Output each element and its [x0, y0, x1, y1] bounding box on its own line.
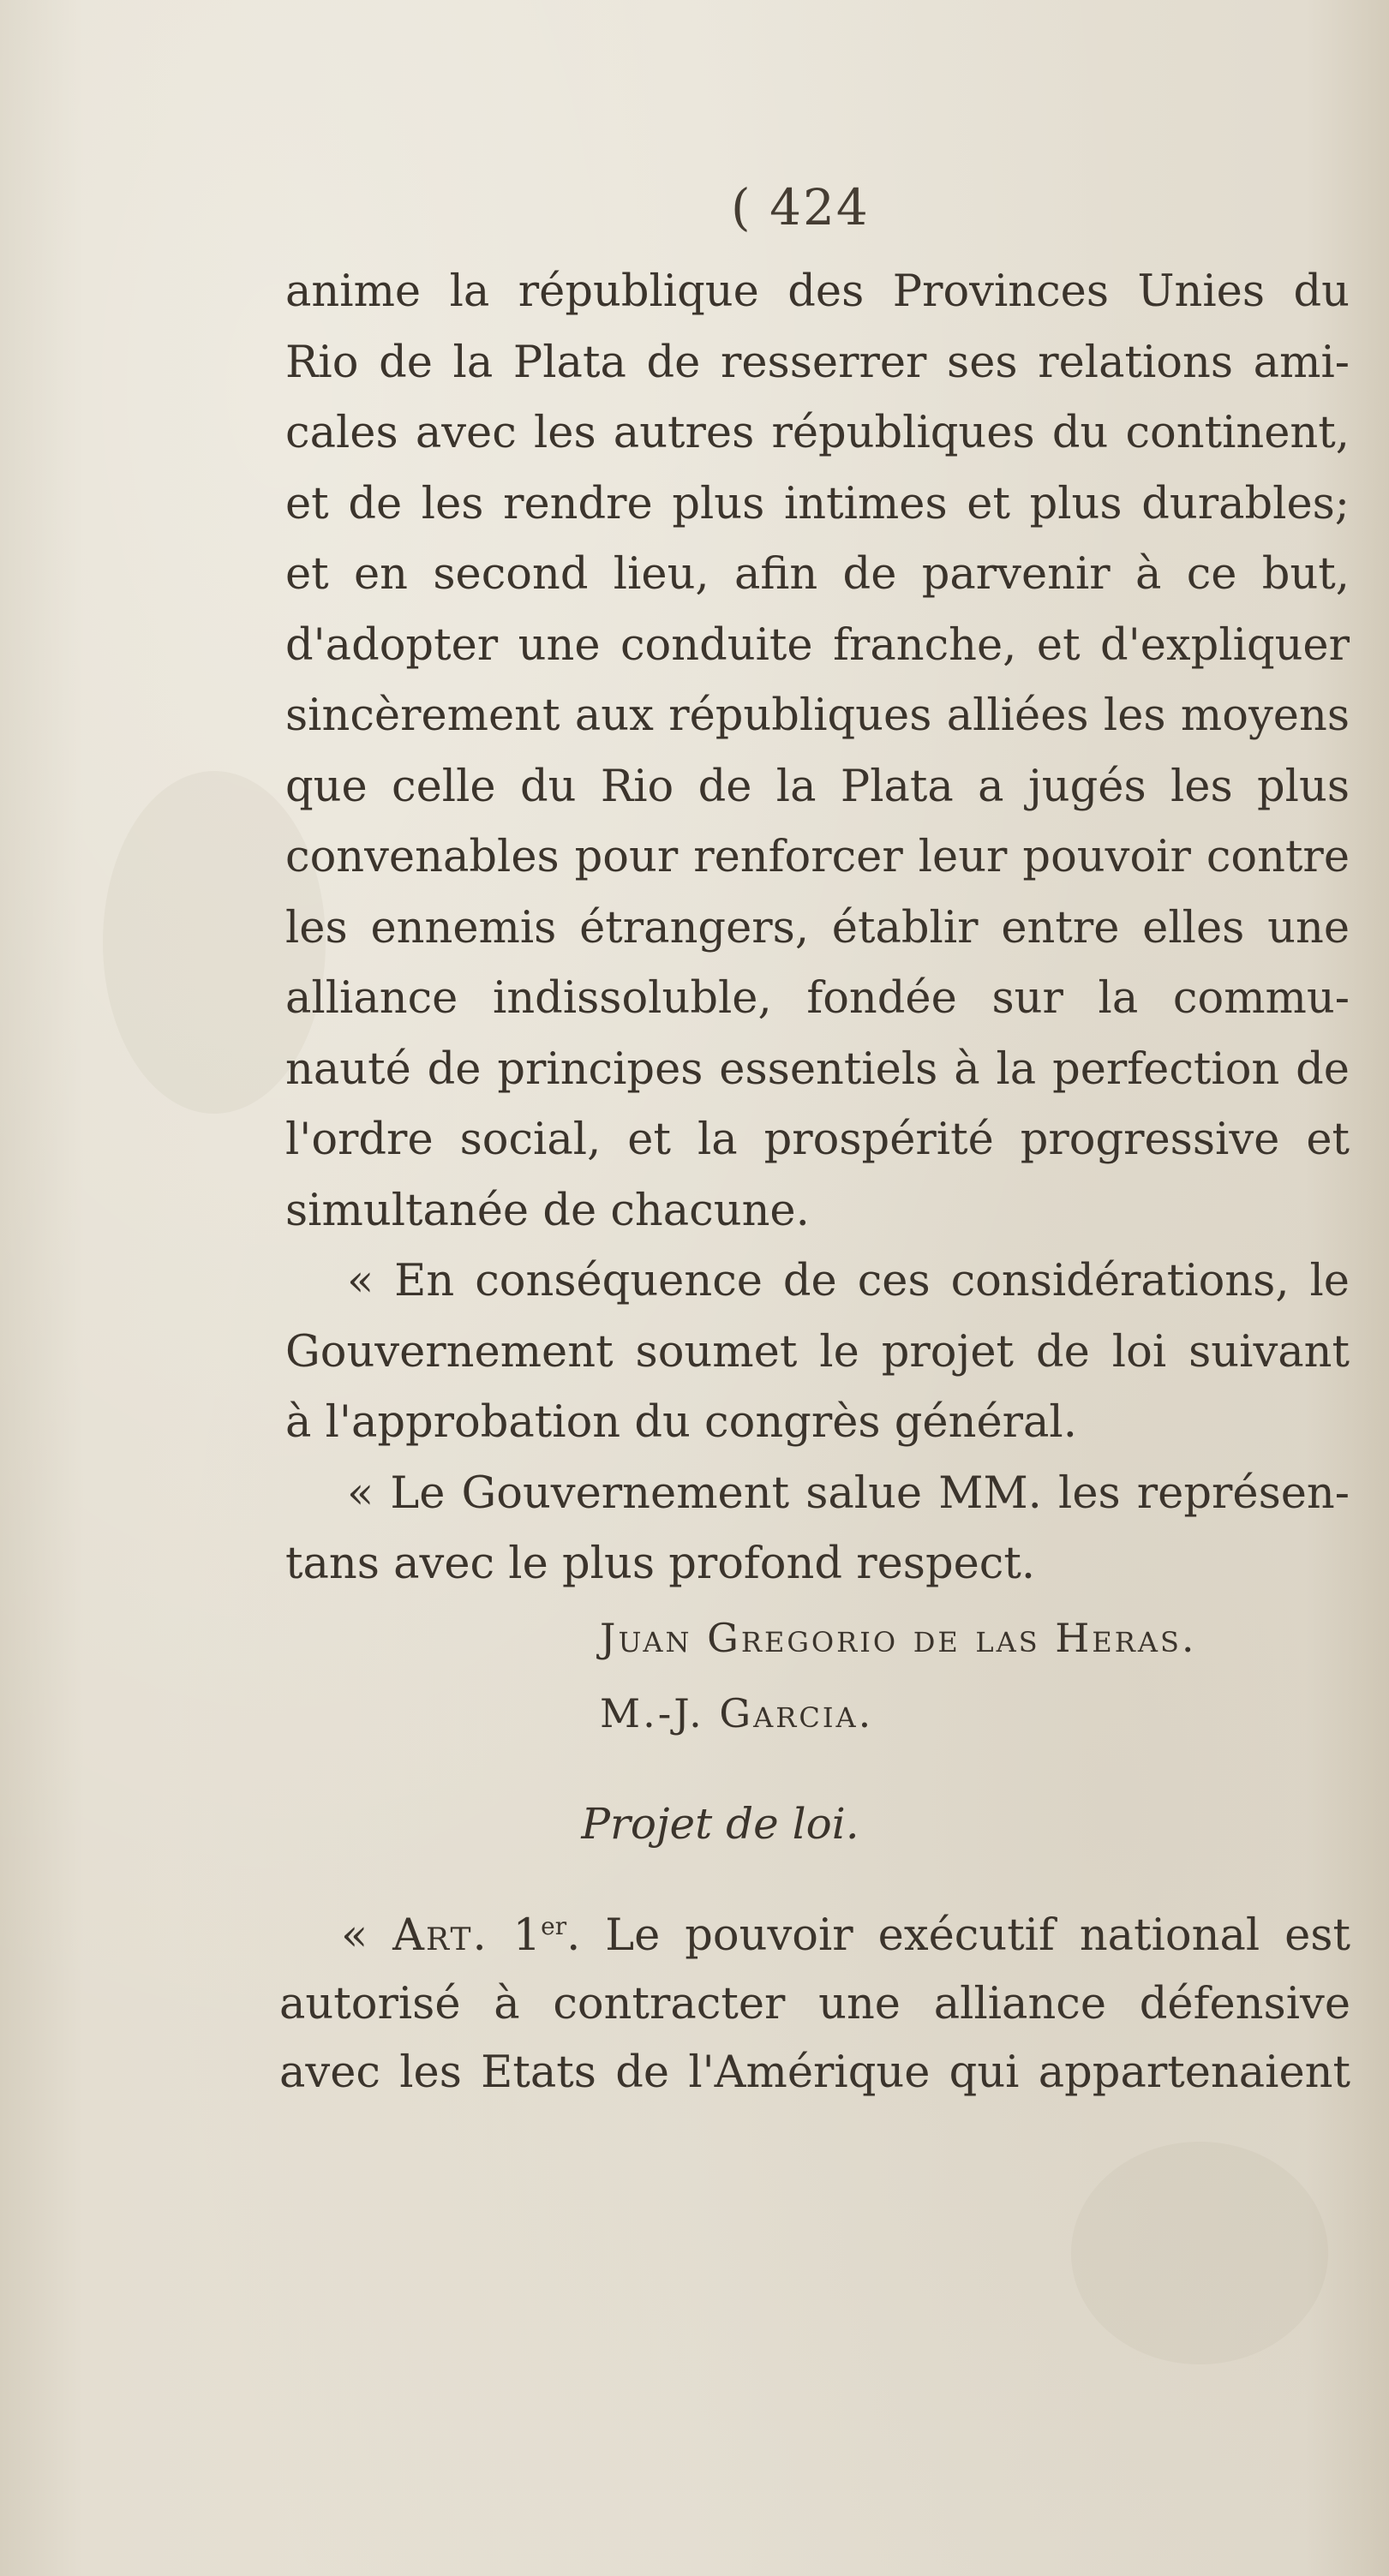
article-label: Art.	[392, 1910, 488, 1961]
text-line: les ennemis étrangers, établir entre elles une	[285, 902, 1350, 953]
article-number-suffix: er	[541, 1912, 567, 1940]
article-first-line	[279, 1902, 1350, 1970]
signature-garcia: M.-J. Garcia.	[600, 1690, 874, 1736]
text-line: Gouvernement soumet le projet de loi suivant	[285, 1326, 1350, 1378]
text-line: l'ordre social, et la prospérité progressive et	[285, 1115, 1350, 1165]
text-line: simultanée de chacune.	[285, 1185, 810, 1236]
text-line: Rio de la Plata de resserrer ses relations ami-	[285, 337, 1350, 388]
quote-mark: «	[341, 1910, 393, 1961]
text-line: alliance indissoluble, fondée sur la commu-	[285, 973, 1350, 1024]
article-text	[279, 1902, 1350, 2107]
paper-stain	[1071, 2142, 1328, 2364]
text-line: « Le Gouvernement salue MM. les représen-	[347, 1467, 1350, 1519]
text-line: et en second lieu, afin de parvenir à ce but,	[285, 549, 1350, 600]
text-line: nauté de principes essentiels à la perfection de	[285, 1043, 1350, 1095]
text-line: autorisé à contracter une alliance défensive	[279, 1979, 1350, 2029]
text-line: cales avec les autres républiques du continent,	[285, 408, 1350, 458]
text-line: tans avec le plus profond respect.	[285, 1539, 1036, 1589]
text-line: à l'approbation du congrès général.	[285, 1397, 1077, 1448]
signature-heras: Juan Gregorio de las Heras.	[600, 1615, 1197, 1661]
body-text	[285, 257, 1350, 1600]
text-line: d'adopter une conduite franche, et d'expliquer	[285, 619, 1350, 671]
text-line: que celle du Rio de la Plata a jugés les plus	[285, 761, 1350, 812]
text-line: convenables pour renforcer leur pouvoir contre	[285, 832, 1350, 882]
text-line: avec les Etats de l'Amérique qui appartenaient	[279, 2047, 1350, 2098]
section-title: Projet de loi.	[581, 1799, 859, 1849]
text-line: « En conséquence de ces considérations, le	[347, 1256, 1350, 1306]
signature-block	[600, 1600, 1354, 1751]
text-line: sincèrement aux républiques alliées les moyens	[285, 690, 1350, 741]
article-line-rest: . Le pouvoir exécutif national est	[566, 1910, 1350, 1961]
page-number: ( 424	[731, 178, 870, 236]
text-line: anime la république des Provinces Unies du	[285, 266, 1350, 317]
article-number: 1	[512, 1910, 542, 1961]
text-line: et de les rendre plus intimes et plus durables;	[285, 478, 1350, 529]
